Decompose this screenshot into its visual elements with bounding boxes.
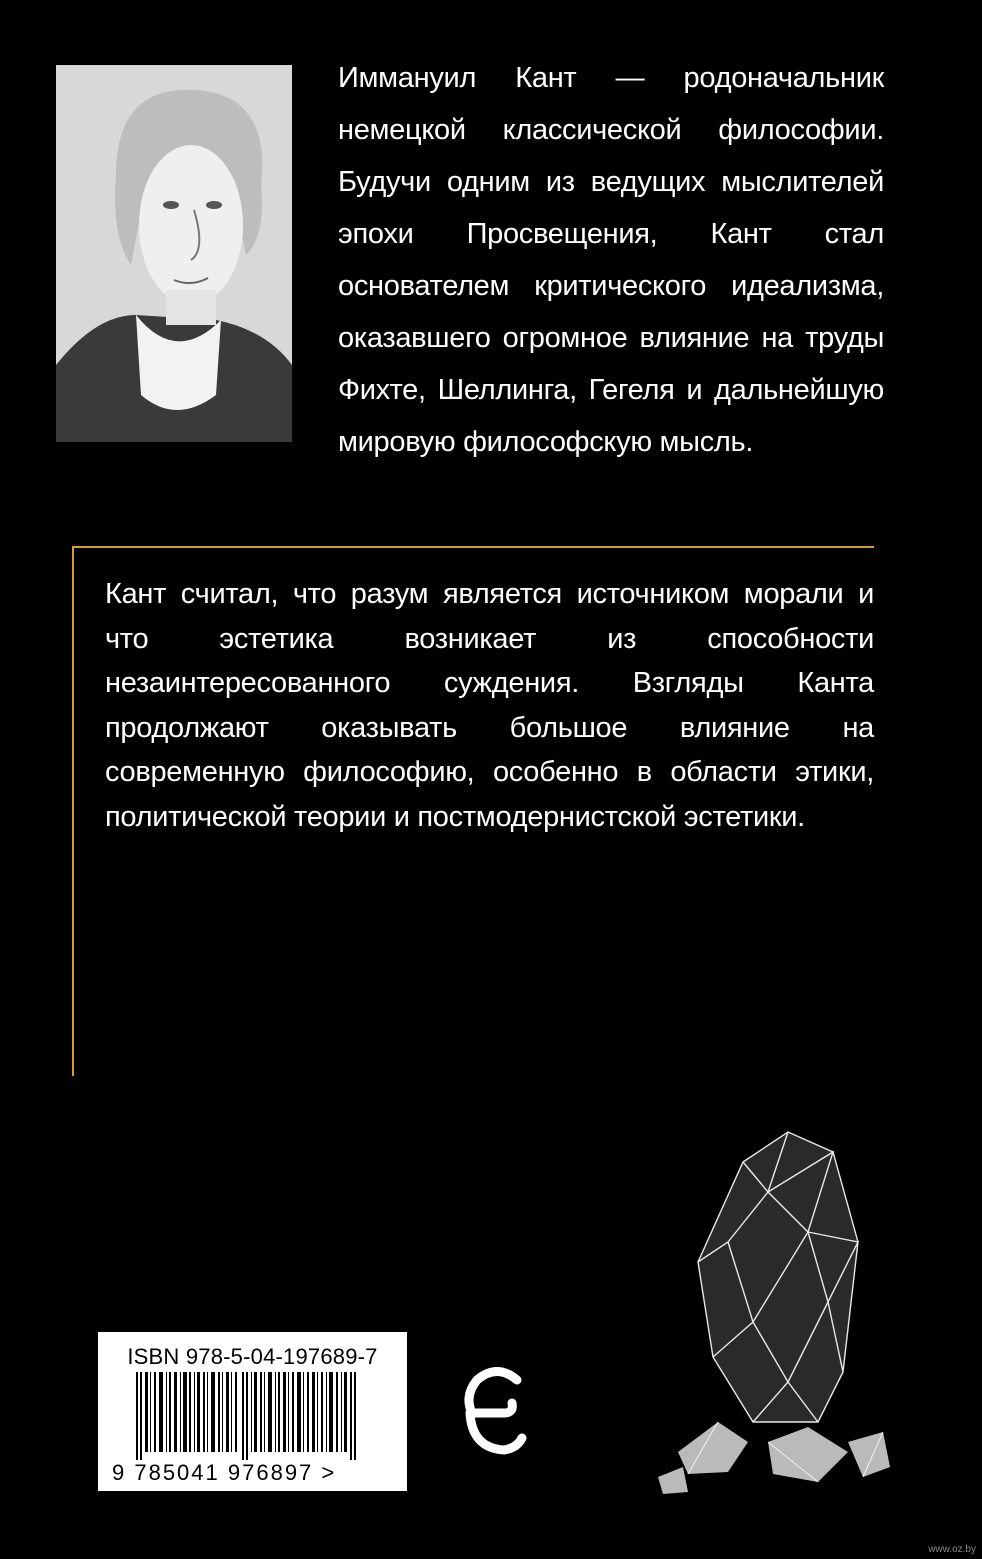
barcode-box — [98, 1332, 407, 1491]
author-intro-text: Иммануил Кант — родоначальник немецкой классической философии. Будучи одним из ведущих мыслителей эпохи Просвещения, Кант стал основателем критического идеализма, оказавшего огромное влияние на труды Фихте, Шеллинга, Гегеля и дальнейшую мировую философскую мысль. — [338, 62, 884, 458]
isbn-label: ISBN 978-5-04-197689-7 — [127, 1344, 378, 1369]
watermark: www.oz.by — [928, 1544, 976, 1555]
publisher-logo-icon — [462, 1358, 530, 1458]
description-text: Кант считал, что разум является источником морали и что эстетика возникает из способности незаинтересованного суждения. Взгляды Канта продолжают оказывать большое влияние на современную философию, особенно в области этики, политической теории и постмодернистской эстетики. — [105, 578, 874, 833]
crystal-rock-icon — [658, 1122, 894, 1502]
portrait-engraving-icon — [56, 65, 292, 442]
author-portrait — [56, 65, 292, 442]
barcode-bars — [136, 1372, 356, 1460]
ean-digits: 9 785041 976897 > — [112, 1460, 337, 1485]
